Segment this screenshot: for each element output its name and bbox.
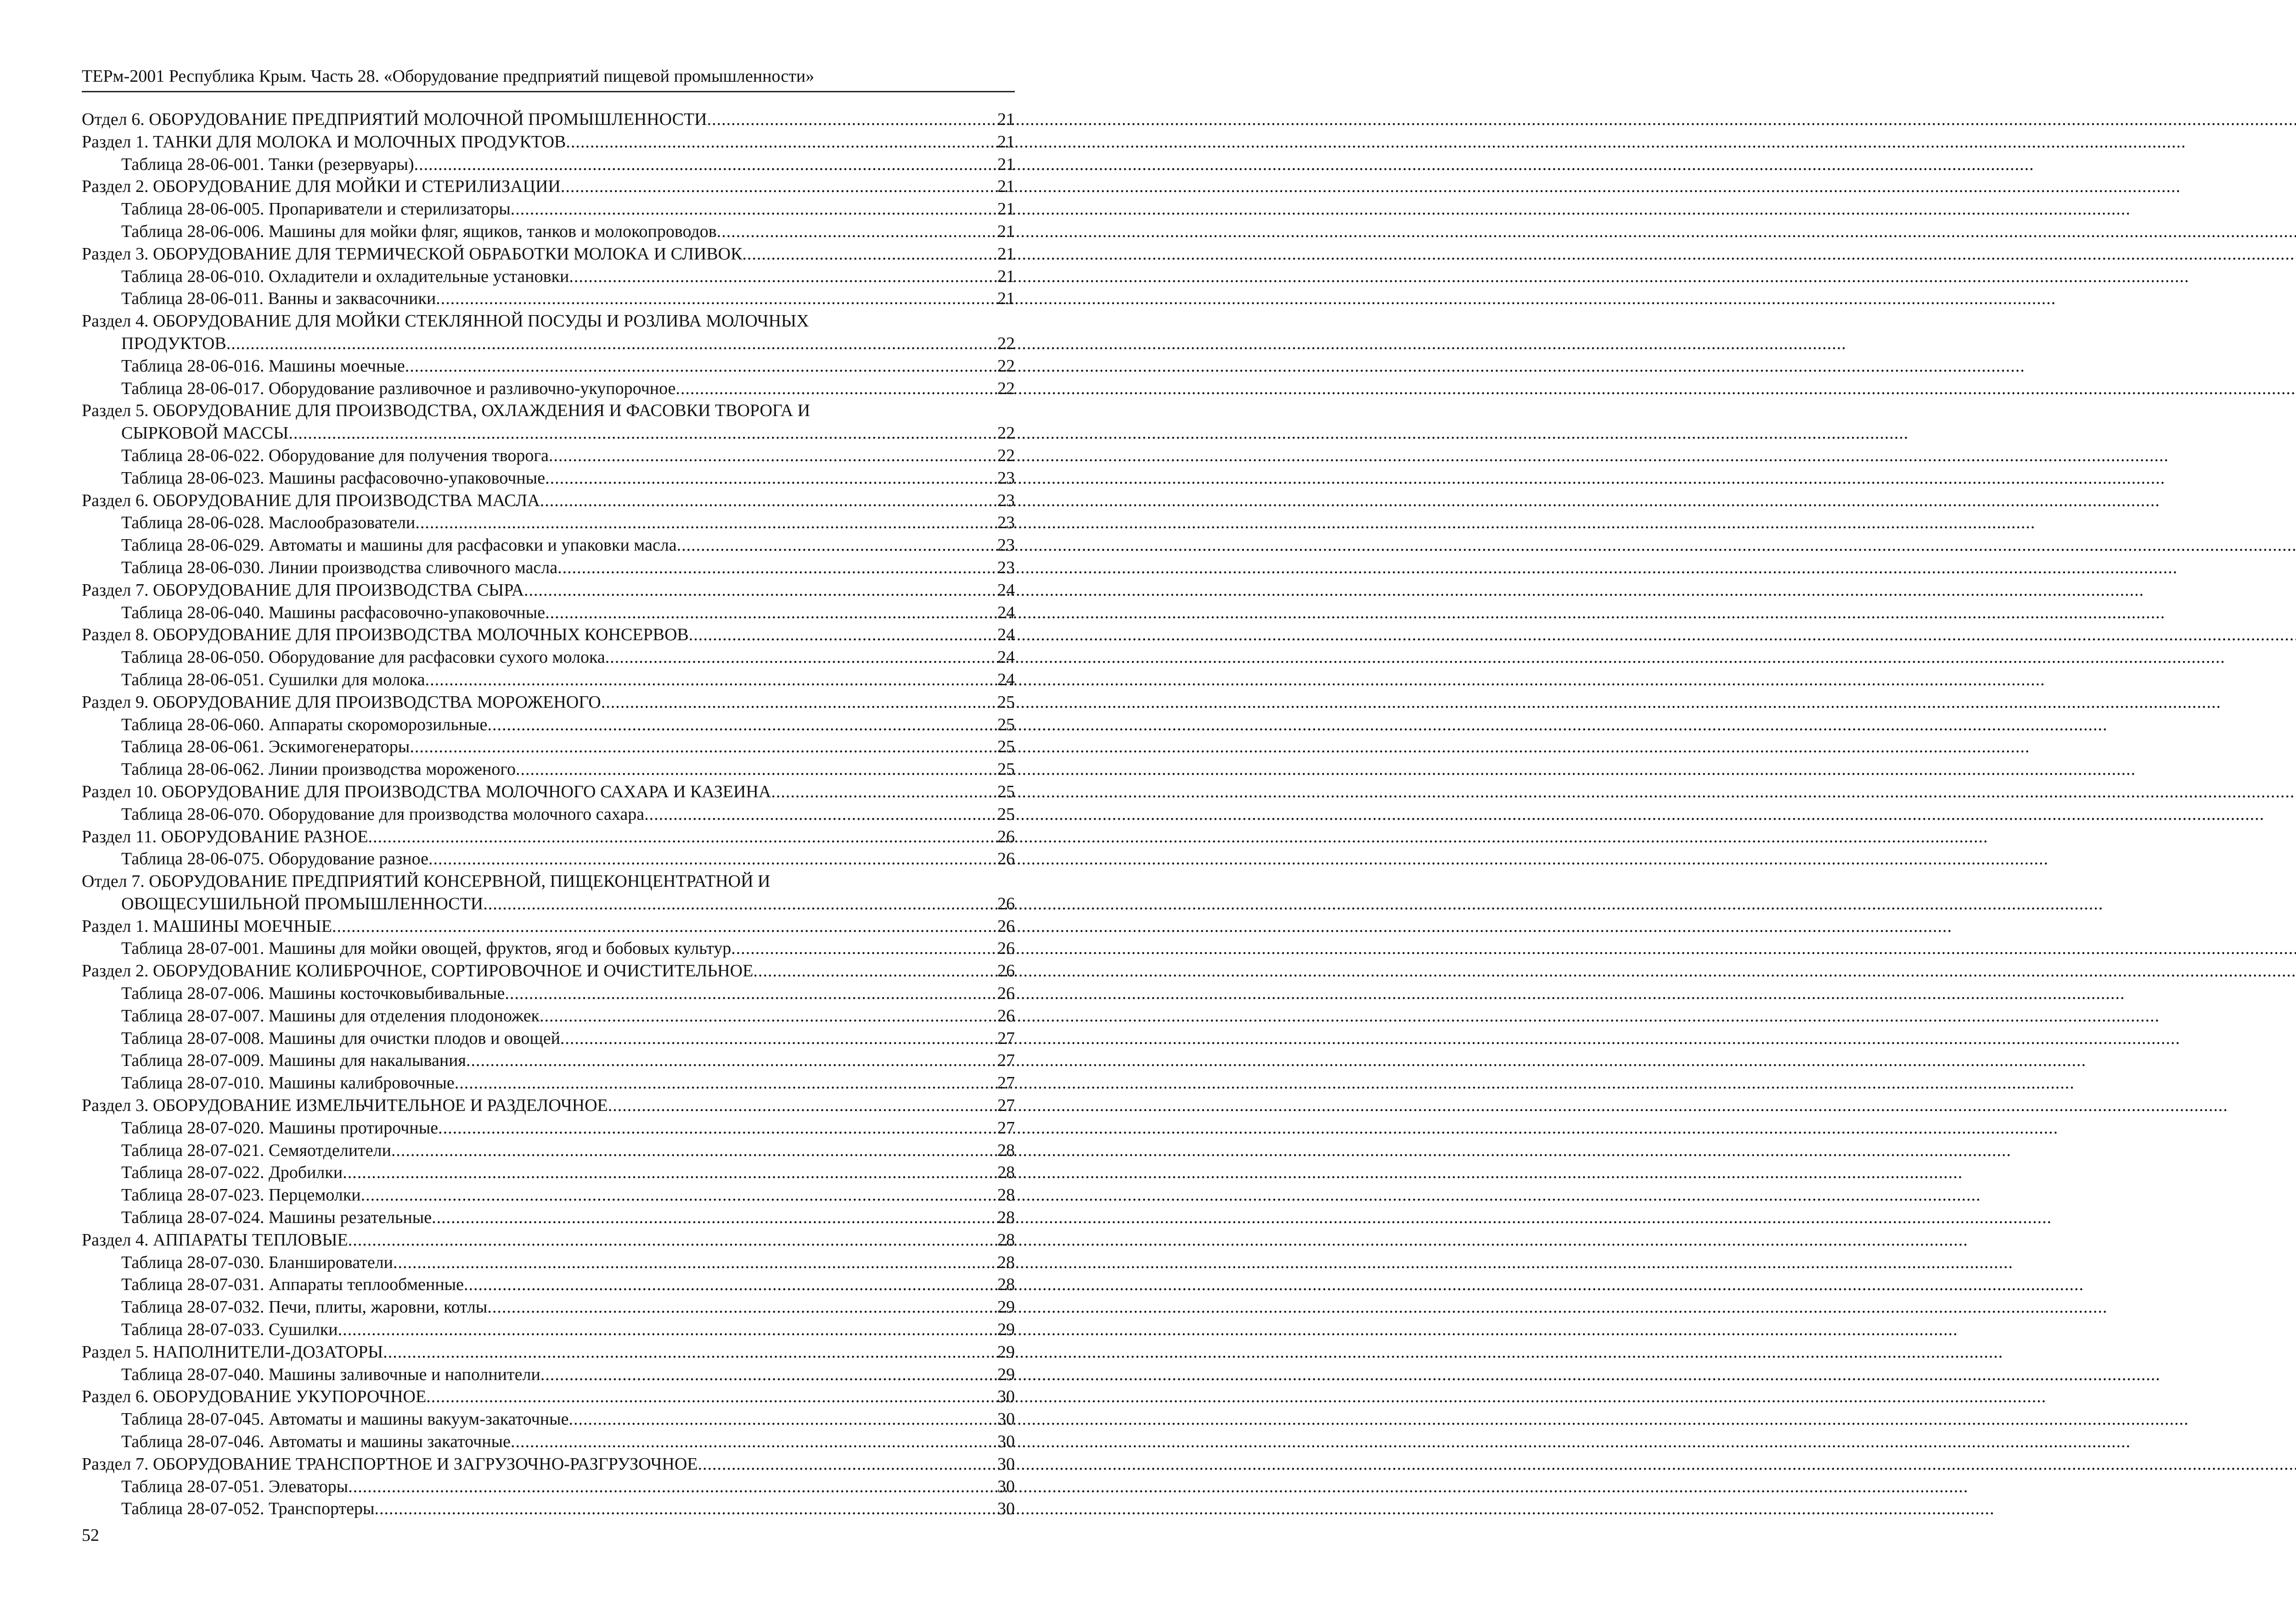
page-header: ТЕРм-2001 Республика Крым. Часть 28. «Оборудование предприятий пищевой промышленности» <box>82 64 1015 92</box>
toc-entry-title: Отдел 6. ОБОРУДОВАНИЕ ПРЕДПРИЯТИЙ МОЛОЧНОЙ ПРОМЫШЛЕННОСТИ <box>82 110 707 129</box>
toc-entry-section[interactable] <box>82 108 1015 131</box>
dot-leader <box>426 1386 994 1408</box>
dot-leader <box>569 265 994 288</box>
toc-entry-title: Таблица 28-06-006. Машины для мойки фляг, ящиков, танков и молокопроводов <box>121 221 717 241</box>
dot-leader <box>561 175 994 198</box>
toc-entry-title: Таблица 28-07-007. Машины для отделения плодоножек <box>121 1006 540 1026</box>
dot-leader <box>226 333 994 355</box>
toc-entry-page: 21 <box>997 289 1015 309</box>
dot-leader <box>644 803 994 826</box>
dot-leader <box>348 1229 994 1251</box>
dot-leader <box>343 1161 994 1184</box>
dot-leader <box>348 1476 994 1498</box>
dot-leader <box>368 826 994 848</box>
dot-leader <box>689 624 994 646</box>
dot-leader <box>549 445 994 467</box>
toc-entry-page: 24 <box>997 603 1015 622</box>
dot-leader <box>391 1139 994 1162</box>
toc-entry-page: 21 <box>997 177 1015 197</box>
toc-entry-page: 29 <box>997 1364 1015 1384</box>
toc-entry-page: 23 <box>997 513 1015 533</box>
toc-entry-title: Раздел 6. ОБОРУДОВАНИЕ УКУПОРОЧНОЕ <box>82 1387 427 1407</box>
toc-entry-page: 22 <box>997 356 1015 376</box>
toc-entry-section[interactable] <box>82 960 1015 982</box>
toc-entry-page: 26 <box>997 827 1015 846</box>
dot-leader <box>540 490 994 512</box>
dot-leader <box>455 1072 994 1094</box>
toc-entry-page: 26 <box>997 984 1015 1003</box>
toc-entry-title: Раздел 1. ТАНКИ ДЛЯ МОЛОКА И МОЛОЧНЫХ ПРОДУКТОВ <box>82 132 566 152</box>
toc-entry-title: Таблица 28-07-040. Машины заливочные и наполнители <box>121 1364 540 1384</box>
toc-entry-table[interactable] <box>82 445 1015 467</box>
toc-entry-title: Таблица 28-06-016. Машины моечные <box>121 356 405 376</box>
toc-entry-title: Таблица 28-07-052. Транспортеры <box>121 1499 375 1519</box>
toc-entry-table[interactable] <box>82 355 1015 378</box>
toc-entry-table[interactable] <box>82 220 1015 243</box>
toc-entry-page: 22 <box>997 445 1015 465</box>
dot-leader <box>466 1049 994 1072</box>
toc-entry-table[interactable] <box>82 1431 1015 1453</box>
toc-entry-section[interactable] <box>82 1341 1015 1364</box>
toc-entry-table[interactable] <box>82 378 1015 400</box>
toc-entry-title: Таблица 28-07-024. Машины резательные <box>121 1208 432 1228</box>
toc-entry-section[interactable] <box>82 826 1015 848</box>
toc-entry-section[interactable] <box>82 333 1015 355</box>
toc-entry-section[interactable] <box>82 893 1015 915</box>
toc-entry-first-line: Раздел 4. ОБОРУДОВАНИЕ ДЛЯ МОЙКИ СТЕКЛЯННОЙ ПОСУДЫ И РОЗЛИВА МОЛОЧНЫХ <box>82 311 809 331</box>
toc-entry-page: 22 <box>997 423 1015 443</box>
dot-leader <box>288 422 994 445</box>
toc-entry-title: Раздел 7. ОБОРУДОВАНИЕ ДЛЯ ПРОИЗВОДСТВА СЫРА <box>82 580 524 600</box>
dot-leader <box>675 378 994 400</box>
dot-leader <box>405 355 994 378</box>
toc-entry-title: Таблица 28-07-021. Семяотделители <box>121 1140 391 1160</box>
toc-entry-table[interactable] <box>82 153 1015 176</box>
toc-entry-page: 30 <box>997 1432 1015 1452</box>
toc-entry-section[interactable] <box>82 915 1015 938</box>
toc-entry-title: Таблица 28-07-001. Машины для мойки овощей, фруктов, ягод и бобовых культур <box>121 939 732 958</box>
dot-leader <box>487 714 994 736</box>
toc-entry-page: 27 <box>997 1028 1015 1048</box>
toc-entry-table[interactable] <box>82 1251 1015 1274</box>
toc-entry-table[interactable] <box>82 736 1015 758</box>
dot-leader <box>393 1251 994 1274</box>
toc-entry-page: 28 <box>997 1208 1015 1228</box>
toc-entry-title: Таблица 28-06-029. Автоматы и машины для расфасовки и упаковки масла <box>121 535 677 555</box>
dot-leader <box>505 982 994 1005</box>
dot-leader <box>524 579 994 602</box>
toc-entry-table[interactable] <box>82 1027 1015 1050</box>
toc-entry-title: Таблица 28-07-033. Сушилки <box>121 1320 338 1340</box>
toc-entry-table[interactable] <box>82 1161 1015 1184</box>
toc-entry-section[interactable] <box>82 490 1015 512</box>
toc-entry-title: Таблица 28-06-051. Сушилки для молока <box>121 670 425 689</box>
dot-leader <box>742 243 994 265</box>
dot-leader <box>464 1274 994 1296</box>
toc-entry-table[interactable] <box>82 1049 1015 1072</box>
toc-entry-title: Таблица 28-06-040. Машины расфасовочно-упаковочные <box>121 603 546 622</box>
toc-entry-page: 23 <box>997 468 1015 488</box>
dot-leader <box>605 646 994 669</box>
toc-entry-table[interactable] <box>82 758 1015 781</box>
toc-entry-title: Раздел 5. НАПОЛНИТЕЛИ-ДОЗАТОРЫ <box>82 1342 383 1362</box>
toc-entry-title: Таблица 28-07-022. Дробилки <box>121 1163 343 1183</box>
toc-entry-table[interactable] <box>82 534 1015 557</box>
toc-entry-title: Таблица 28-07-010. Машины калибровочные <box>121 1073 455 1093</box>
toc-entry-title: Таблица 28-07-051. Элеваторы <box>121 1477 349 1496</box>
toc-entry-title: Раздел 8. ОБОРУДОВАНИЕ ДЛЯ ПРОИЗВОДСТВА МОЛОЧНЫХ КОНСЕРВОВ <box>82 625 689 645</box>
dot-leader <box>717 220 994 243</box>
dot-leader <box>438 1117 994 1139</box>
toc-entry-page: 24 <box>997 648 1015 667</box>
toc-entry-section[interactable] <box>82 243 1015 265</box>
toc-entry-title: Таблица 28-06-022. Оборудование для получения творога <box>121 445 549 465</box>
toc-entry-table[interactable] <box>82 1498 1015 1520</box>
toc-entry-title: Таблица 28-06-062. Линии производства мороженого <box>121 760 516 779</box>
toc-entry-title: Таблица 28-07-009. Машины для накалывания <box>121 1051 466 1071</box>
toc-entry-title: Таблица 28-06-011. Ванны и заквасочники <box>121 289 436 309</box>
toc-entry-title: ПРОДУКТОВ <box>121 333 226 353</box>
toc-entry-page: 25 <box>997 737 1015 757</box>
toc-entry-table[interactable] <box>82 1319 1015 1341</box>
toc-entry-section[interactable] <box>82 624 1015 646</box>
toc-entry-title: Таблица 28-07-031. Аппараты теплообменные <box>121 1275 464 1295</box>
toc-entry-title: СЫРКОВОЙ МАССЫ <box>121 423 289 443</box>
toc-entry-page: 23 <box>997 490 1015 510</box>
toc-entry-title: Таблица 28-07-023. Перцемолки <box>121 1185 361 1205</box>
toc-entry-page: 28 <box>997 1185 1015 1205</box>
toc-entry-page: 30 <box>997 1387 1015 1407</box>
dot-leader <box>568 1408 994 1431</box>
toc-entry-table[interactable] <box>82 287 1015 310</box>
dot-leader <box>707 108 994 131</box>
toc-entry-page: 21 <box>997 221 1015 241</box>
toc-entry-first-line: Раздел 5. ОБОРУДОВАНИЕ ДЛЯ ПРОИЗВОДСТВА, ОХЛАЖДЕНИЯ И ФАСОВКИ ТВОРОГА И <box>82 401 810 421</box>
dot-leader <box>731 937 994 960</box>
toc-entry-title: Таблица 28-06-005. Пропариватели и стерилизаторы <box>121 199 511 219</box>
toc-entry-table[interactable] <box>82 467 1015 490</box>
dot-leader <box>332 915 994 938</box>
toc-entry-table[interactable] <box>82 1139 1015 1162</box>
toc-entry-section[interactable] <box>82 1453 1015 1476</box>
dot-leader <box>428 848 994 870</box>
dot-leader <box>608 1094 994 1117</box>
toc-entry-title: Раздел 3. ОБОРУДОВАНИЕ ИЗМЕЛЬЧИТЕЛЬНОЕ И РАЗДЕЛОЧНОЕ <box>82 1096 608 1116</box>
toc-entry-title: Раздел 3. ОБОРУДОВАНИЕ ДЛЯ ТЕРМИЧЕСКОЙ ОБРАБОТКИ МОЛОКА И СЛИВОК <box>82 244 743 264</box>
toc-entry-page: 22 <box>997 333 1015 353</box>
dot-leader <box>511 1431 994 1453</box>
toc-entry-page: 28 <box>997 1163 1015 1183</box>
toc-entry-title: Таблица 28-06-001. Танки (резервуары) <box>121 154 414 174</box>
table-of-contents <box>82 108 1015 1520</box>
toc-entry-table[interactable] <box>82 602 1015 624</box>
toc-entry-section[interactable] <box>82 691 1015 714</box>
dot-leader <box>557 557 994 579</box>
dot-leader <box>545 467 994 490</box>
toc-entry-page: 28 <box>997 1275 1015 1295</box>
toc-entry-title: Раздел 1. МАШИНЫ МОЕЧНЫЕ <box>82 916 332 936</box>
dot-leader <box>540 1005 994 1027</box>
toc-entry-title: Таблица 28-06-060. Аппараты скороморозильные <box>121 715 488 734</box>
toc-entry-title: Раздел 4. АППАРАТЫ ТЕПЛОВЫЕ <box>82 1230 348 1250</box>
dot-leader <box>483 893 994 915</box>
dot-leader <box>601 691 994 714</box>
toc-entry-table[interactable] <box>82 512 1015 534</box>
toc-entry-page: 24 <box>997 580 1015 600</box>
dot-leader <box>361 1184 994 1206</box>
toc-entry-page: 26 <box>997 849 1015 869</box>
toc-entry-title: Раздел 2. ОБОРУДОВАНИЕ ДЛЯ МОЙКИ И СТЕРИЛИЗАЦИИ <box>82 177 561 197</box>
dot-leader <box>415 512 994 534</box>
toc-entry-title: Таблица 28-06-050. Оборудование для расфасовки сухого молока <box>121 648 605 667</box>
toc-entry-page: 25 <box>997 782 1015 801</box>
toc-entry-table[interactable] <box>82 1296 1015 1319</box>
toc-entry-table[interactable] <box>82 557 1015 579</box>
toc-entry-title: Таблица 28-06-070. Оборудование для производства молочного сахара <box>121 804 645 824</box>
toc-entry-table[interactable] <box>82 1274 1015 1296</box>
toc-entry-page: 30 <box>997 1499 1015 1519</box>
dot-leader <box>410 736 994 758</box>
toc-entry-table[interactable] <box>82 848 1015 870</box>
toc-entry-page: 26 <box>997 961 1015 981</box>
toc-entry-page: 22 <box>997 378 1015 398</box>
dot-leader <box>566 131 994 153</box>
toc-entry-section[interactable] <box>82 131 1015 153</box>
toc-entry-title: Таблица 28-07-032. Печи, плиты, жаровни, котлы <box>121 1297 488 1317</box>
toc-entry-page: 29 <box>997 1320 1015 1340</box>
toc-entry-title: Таблица 28-06-075. Оборудование разное <box>121 849 428 869</box>
toc-entry-title: Раздел 2. ОБОРУДОВАНИЕ КОЛИБРОЧНОЕ, СОРТИРОВОЧНОЕ И ОЧИСТИТЕЛЬНОЕ <box>82 961 754 981</box>
toc-entry-page: 25 <box>997 715 1015 734</box>
toc-entry-page: 21 <box>997 199 1015 219</box>
toc-entry-title: ОВОЩЕСУШИЛЬНОЙ ПРОМЫШЛЕННОСТИ <box>121 894 484 913</box>
toc-entry-page: 21 <box>997 110 1015 129</box>
toc-entry-title: Раздел 9. ОБОРУДОВАНИЕ ДЛЯ ПРОИЗВОДСТВА МОРОЖЕНОГО <box>82 692 601 712</box>
toc-entry-title: Таблица 28-07-030. Бланширователи <box>121 1252 394 1272</box>
toc-entry-title: Таблица 28-06-017. Оборудование разливочное и разливочно-укупорочное <box>121 378 676 398</box>
toc-entry-title: Таблица 28-06-030. Линии производства сливочного масла <box>121 558 558 577</box>
toc-entry-page: 27 <box>997 1118 1015 1138</box>
toc-entry-table[interactable] <box>82 1364 1015 1386</box>
dot-leader <box>545 602 994 624</box>
toc-entry-table[interactable] <box>82 714 1015 736</box>
dot-leader <box>436 287 994 310</box>
dot-leader <box>511 198 994 220</box>
toc-entry-title: Раздел 10. ОБОРУДОВАНИЕ ДЛЯ ПРОИЗВОДСТВА МОЛОЧНОГО САХАРА И КАЗЕИНА <box>82 782 771 801</box>
toc-entry-title: Таблица 28-07-006. Машины косточковыбивальные <box>121 984 505 1003</box>
toc-entry-page: 26 <box>997 894 1015 913</box>
toc-entry-title: Таблица 28-07-008. Машины для очистки плодов и овощей <box>121 1028 560 1048</box>
toc-entry-page: 21 <box>997 154 1015 174</box>
toc-entry-table[interactable] <box>82 1206 1015 1229</box>
toc-entry-page: 28 <box>997 1140 1015 1160</box>
toc-entry-table[interactable] <box>82 937 1015 960</box>
toc-entry-title: Раздел 6. ОБОРУДОВАНИЕ ДЛЯ ПРОИЗВОДСТВА МАСЛА <box>82 490 540 510</box>
toc-entry-table[interactable] <box>82 1072 1015 1094</box>
toc-entry-section[interactable] <box>82 1094 1015 1117</box>
toc-entry-page: 26 <box>997 1006 1015 1026</box>
toc-entry-page: 24 <box>997 670 1015 689</box>
toc-entry-page: 27 <box>997 1051 1015 1071</box>
toc-entry-table[interactable] <box>82 803 1015 826</box>
toc-entry-section[interactable] <box>82 579 1015 602</box>
toc-entry-page: 26 <box>997 939 1015 958</box>
toc-entry-section[interactable] <box>82 175 1015 198</box>
toc-entry-title: Таблица 28-07-020. Машины протирочные <box>121 1118 439 1138</box>
toc-entry-table[interactable] <box>82 669 1015 691</box>
toc-entry-table[interactable] <box>82 265 1015 288</box>
toc-entry-section[interactable] <box>82 1229 1015 1251</box>
dot-leader <box>771 781 994 803</box>
toc-entry-page: 23 <box>997 535 1015 555</box>
toc-entry-title: Таблица 28-07-046. Автоматы и машины закаточные <box>121 1432 511 1452</box>
toc-entry-table[interactable] <box>82 982 1015 1005</box>
toc-entry-table[interactable] <box>82 646 1015 669</box>
dot-leader <box>383 1341 994 1364</box>
dot-leader <box>487 1296 994 1319</box>
toc-entry-first-line: Отдел 7. ОБОРУДОВАНИЕ ПРЕДПРИЯТИЙ КОНСЕРВНОЙ, ПИЩЕКОНЦЕНТРАТНОЙ И <box>82 872 771 891</box>
toc-entry-title: Раздел 7. ОБОРУДОВАНИЕ ТРАНСПОРТНОЕ И ЗАГРУЗОЧНО-РАЗГРУЗОЧНОЕ <box>82 1454 698 1474</box>
toc-entry-section[interactable] <box>82 422 1015 445</box>
toc-entry-page: 28 <box>997 1252 1015 1272</box>
toc-entry-title: Таблица 28-06-023. Машины расфасовочно-упаковочные <box>121 468 546 488</box>
toc-entry-section[interactable] <box>82 781 1015 803</box>
toc-entry-page: 23 <box>997 558 1015 577</box>
toc-entry-page: 25 <box>997 804 1015 824</box>
dot-leader <box>425 669 994 691</box>
toc-entry-page: 29 <box>997 1342 1015 1362</box>
toc-entry-table[interactable] <box>82 1005 1015 1027</box>
toc-entry-page: 21 <box>997 266 1015 286</box>
toc-entry-title: Таблица 28-06-061. Эскимогенераторы <box>121 737 410 757</box>
dot-leader <box>338 1319 994 1341</box>
page-number: 52 <box>82 1526 99 1545</box>
dot-leader <box>414 153 994 176</box>
toc-entry-table[interactable] <box>82 198 1015 220</box>
toc-entry-page: 30 <box>997 1477 1015 1496</box>
dot-leader <box>375 1498 994 1520</box>
toc-entry-title: Таблица 28-07-045. Автоматы и машины вакуум-закаточные <box>121 1409 569 1429</box>
toc-entry-title: Таблица 28-06-010. Охладители и охладительные установки <box>121 266 569 286</box>
toc-entry-page: 21 <box>997 244 1015 264</box>
dot-leader <box>432 1206 994 1229</box>
toc-entry-page: 30 <box>997 1454 1015 1474</box>
toc-entry-page: 30 <box>997 1409 1015 1429</box>
toc-entry-table[interactable] <box>82 1117 1015 1139</box>
toc-entry-table[interactable] <box>82 1184 1015 1206</box>
toc-entry-page: 29 <box>997 1297 1015 1317</box>
dot-leader <box>677 534 994 557</box>
toc-entry-title: Таблица 28-06-028. Маслообразователи <box>121 513 416 533</box>
toc-entry-page: 25 <box>997 692 1015 712</box>
dot-leader <box>698 1453 994 1476</box>
toc-entry-page: 27 <box>997 1096 1015 1116</box>
toc-entry-page: 26 <box>997 916 1015 936</box>
toc-entry-title: Раздел 11. ОБОРУДОВАНИЕ РАЗНОЕ <box>82 827 368 846</box>
dot-leader <box>516 758 994 781</box>
toc-entry-page: 27 <box>997 1073 1015 1093</box>
toc-entry-page: 21 <box>997 132 1015 152</box>
toc-entry-section[interactable] <box>82 1386 1015 1408</box>
toc-entry-page: 24 <box>997 625 1015 645</box>
toc-entry-table[interactable] <box>82 1408 1015 1431</box>
dot-leader <box>540 1364 994 1386</box>
dot-leader <box>753 960 994 982</box>
toc-entry-page: 28 <box>997 1230 1015 1250</box>
dot-leader <box>560 1027 994 1050</box>
toc-entry-table[interactable] <box>82 1476 1015 1498</box>
toc-entry-page: 25 <box>997 760 1015 779</box>
